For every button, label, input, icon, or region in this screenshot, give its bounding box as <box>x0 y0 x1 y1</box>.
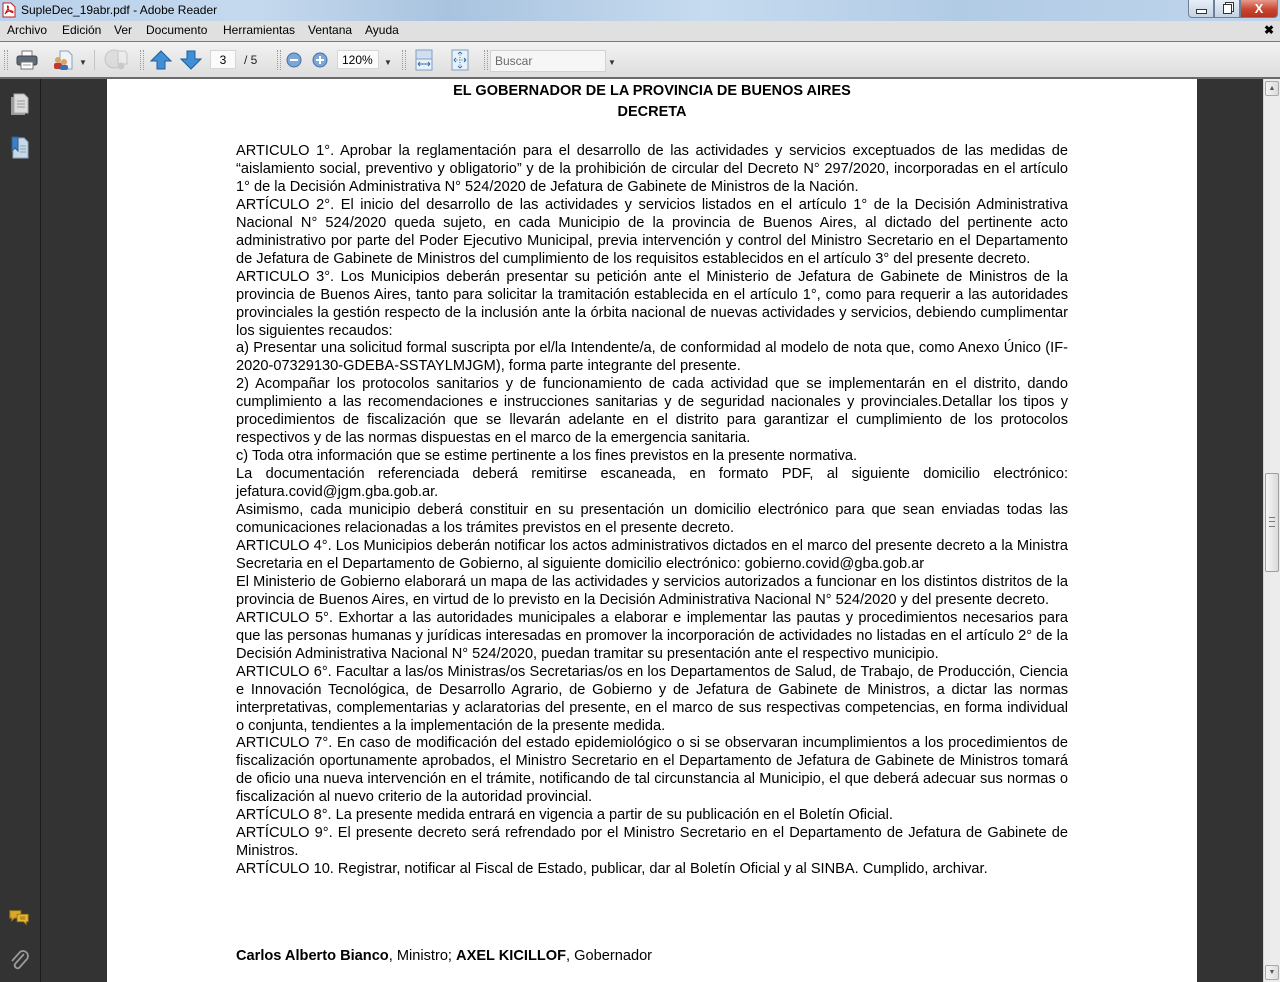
menu-archivo[interactable]: Archivo <box>7 23 48 37</box>
article-4: ARTICULO 4°. Los Municipios deberán notificar los actos administrativos dictados en el marco del presente decreto a la Ministra Secretaria en el Departamento de Gobierno, al siguiente domicilio electrónico: gobierno.covid@gba.gob.ar <box>236 537 1068 572</box>
toolbar-grip[interactable] <box>402 50 406 70</box>
toolbar-grip[interactable] <box>277 50 281 70</box>
article-3-item-a: a) Presentar una solicitud formal suscripta por el/la Intendente/a, de conformidad al modelo de nota que, como Anexo Único (IF-2020-07329130-GDEBA-SSTAYLMJGM), forma parte integrante del presente. <box>236 340 1068 375</box>
toolbar-grip[interactable] <box>4 50 8 70</box>
documentation-paragraph: La documentación referenciada deberá remitirse escaneada, en formato PDF, al siguiente domicilio electrónico: jefatura.covid@jgm.gba.gob.ar. <box>236 466 1068 501</box>
article-7: ARTICULO 7°. En caso de modificación del estado epidemiológico o si se observaran incumplimientos a los procedimientos de fiscalización oportunamente aprobados, el Ministro Secretario en el Departamento de Jefatura de Gabinete de Ministros tomará de oficio una nueva intervención en el trámite, notificando de tal circunstancia al Municipio, el que deberá adecuar sus normas o fiscalización al nuevo criterio de la autoridad provincial. <box>236 735 1068 806</box>
menu-ventana[interactable]: Ventana <box>308 23 353 37</box>
menu-ayuda[interactable]: Ayuda <box>365 23 399 37</box>
menu-herramientas[interactable]: Herramientas <box>223 23 296 37</box>
bookmarks-icon[interactable] <box>8 136 30 160</box>
article-3-item-2: 2) Acompañar los protocolos sanitarios y de funcionamiento de cada actividad que se implementarán en el distrito, dando cumplimiento a las recomendaciones e instrucciones sanitarias y de seguridad nacionales y provinciales.Detallar los tipos y procedimientos de fiscalización que se llevarán adelante en el distrito para garantizar el cumplimiento de los protocolos respectivos y de las normas dispuestas en el marco de la emergencia sanitaria. <box>236 376 1068 447</box>
minister-name: Carlos Alberto Bianco <box>236 948 389 964</box>
article-3: ARTICULO 3°. Los Municipios deberán presentar su petición ante el Ministerio de Jefatura de Gabinete de Ministros de la provincia de Buenos Aires, tanto para solicitar la tramitación establecida en el artículo 1°, como para requerir a las autoridades provinciales la gestión respecto de la inclusión ante la órbita nacional de nuevas actividades y servicios, debiendo cumplimentar los siguientes recaudos: <box>236 268 1068 339</box>
article-8: ARTÍCULO 8°. La presente medida entrará en vigencia a partir de su publicación en el Boletín Oficial. <box>236 807 893 824</box>
fit-page-button[interactable] <box>449 49 471 71</box>
next-page-button[interactable] <box>179 49 203 71</box>
menu-ver[interactable]: Ver <box>114 23 133 37</box>
share-button[interactable] <box>50 49 76 71</box>
navigation-panel <box>0 79 41 982</box>
pages-icon[interactable] <box>8 93 30 117</box>
minister-role: , Ministro; <box>388 948 457 964</box>
share-icon <box>52 49 74 71</box>
share-dropdown-arrow[interactable]: ▼ <box>79 58 87 67</box>
toolbar <box>0 42 1280 79</box>
fit-width-icon <box>415 49 433 71</box>
ministry-map-paragraph: El Ministerio de Gobierno elaborará un mapa de las actividades y servicios autorizados a funcionar en los distintos distritos de la provincia de Buenos Aires, en virtud de lo previsto en la Decisión Administrativa Nacional N° 524/2020 y del presente decreto. <box>236 573 1068 608</box>
scroll-up-icon: ▲ <box>1268 85 1276 92</box>
governor-role: , Gobernador <box>566 948 653 964</box>
fit-width-button[interactable] <box>413 49 435 71</box>
governor-name: AXEL KICILLOF <box>456 948 567 964</box>
scrollbar-thumb[interactable] <box>1265 473 1279 572</box>
previous-page-icon <box>150 50 172 70</box>
scroll-down-icon: ▼ <box>1268 969 1276 976</box>
document-body <box>236 143 1068 879</box>
document-heading: EL GOBERNADOR DE LA PROVINCIA DE BUENOS AIRES <box>453 83 851 99</box>
toolbar-grip[interactable] <box>140 50 144 70</box>
electronic-domicile-paragraph: Asimismo, cada municipio deberá constituir en su presentación un domicilio electrónico para que sean enviadas todas las comunicaciones relacionadas a los trámites previstos en el presente decreto. <box>236 502 1068 537</box>
menu-bar <box>0 21 1280 42</box>
signature-line <box>236 948 652 964</box>
attachments-icon[interactable] <box>8 948 30 972</box>
scroll-up-button[interactable] <box>1265 81 1279 96</box>
close-button[interactable] <box>1240 0 1278 18</box>
collaborate-icon <box>104 49 128 71</box>
close-document-icon[interactable]: ✖ <box>1263 23 1274 37</box>
total-pages-label: / 5 <box>244 53 258 67</box>
window-title: SupleDec_19abr.pdf - Adobe Reader <box>21 3 218 17</box>
article-1: ARTICULO 1°. Aprobar la reglamentación para el desarrollo de las actividades y servicios exceptuados de las medidas de “aislamiento social, preventivo y obligatorio” y de la prohibición de circular del Decreto N° 297/2020, incorporadas en el artículo 1° de la Decisión Administrativa N° 524/2020 de Jefatura de Gabinete de Ministros de la Nación. <box>236 143 1068 195</box>
toolbar-grip[interactable] <box>484 50 488 70</box>
close-icon: X <box>1254 1 1264 16</box>
search-input[interactable]: Buscar <box>490 50 606 72</box>
menu-documento[interactable]: Documento <box>146 23 208 37</box>
menu-edicion[interactable]: Edición <box>62 23 102 37</box>
minimize-button[interactable] <box>1188 0 1214 18</box>
zoom-out-button[interactable] <box>285 49 303 71</box>
scroll-down-button[interactable] <box>1265 965 1279 980</box>
article-3-item-c: c) Toda otra información que se estime pertinente a los fines previstos en la presente normativa. <box>236 448 858 465</box>
search-dropdown-arrow[interactable]: ▼ <box>608 58 616 67</box>
article-10: ARTÍCULO 10. Registrar, notificar al Fiscal de Estado, publicar, dar al Boletín Oficial y al SINBA. Cumplido, archivar. <box>236 861 988 878</box>
next-page-icon <box>180 50 202 70</box>
article-5: ARTICULO 5°. Exhortar a las autoridades municipales a elaborar e implementar las pautas y procedimientos necesarios para que las personas humanas y jurídicas interesadas en promover la incorporación de actividades no listadas en el artículo 2° de la Decisión Administrativa Nacional N° 524/2020, puedan tramitar su presentación ante el respectivo municipio. <box>236 609 1068 662</box>
zoom-in-button[interactable] <box>311 49 329 71</box>
current-page-input[interactable]: 3 <box>210 50 236 69</box>
fit-page-icon <box>451 49 469 71</box>
article-6: ARTICULO 6°. Facultar a las/os Ministras/os Secretarias/os en los Departamentos de Salud, de Trabajo, de Producción, Ciencia e Innovación Tecnológica, de Desarrollo Agrario, de Gobierno y de Jefatura de Gabinete de Ministros, a dictar las normas interpretativas, complementarias y aclaratorias del presente, en el marco de sus respectivas competencias, en forma individual o conjunta, tendientes a la implementación de la presente medida. <box>236 663 1068 734</box>
document-viewport[interactable] <box>41 79 1263 982</box>
restore-icon <box>1223 4 1232 14</box>
article-9: ARTÍCULO 9°. El presente decreto será refrendado por el Ministro Secretario en el Departamento de Jefatura de Gabinete de Ministros. <box>236 825 1068 860</box>
toolbar-separator <box>94 50 95 70</box>
zoom-out-icon <box>286 52 302 68</box>
zoom-dropdown-arrow[interactable]: ▼ <box>384 58 392 67</box>
article-2: ARTÍCULO 2°. El inicio del desarrollo de las actividades y servicios listados en el artículo 1° de la Decisión Administrativa Nacional N° 524/2020 queda sujeto, en cada Municipio de la provincia de Buenos Aires, al dictado del pertinente acto administrativo por parte del Poder Ejecutivo Municipal, previa intervención y control del Ministro Secretario en el Departamento de Jefatura de Gabinete de Ministros del cumplimiento de los requisitos establecidos en el artículo 3° del presente decreto. <box>236 196 1068 267</box>
previous-page-button[interactable] <box>149 49 173 71</box>
print-button[interactable] <box>14 49 40 71</box>
document-subheading: DECRETA <box>617 104 687 120</box>
print-icon <box>16 50 38 70</box>
restore-button[interactable] <box>1214 0 1240 18</box>
minimize-icon <box>1196 9 1207 14</box>
collaborate-button[interactable] <box>103 49 129 71</box>
pdf-icon <box>2 2 16 18</box>
pdf-page <box>107 79 1197 982</box>
vertical-scrollbar[interactable] <box>1263 79 1280 982</box>
title-bar <box>0 0 1280 21</box>
zoom-in-icon <box>312 52 328 68</box>
zoom-level-input[interactable]: 120% <box>337 50 379 69</box>
comments-icon[interactable] <box>8 906 30 930</box>
thumb-grip-icon <box>1269 517 1275 527</box>
